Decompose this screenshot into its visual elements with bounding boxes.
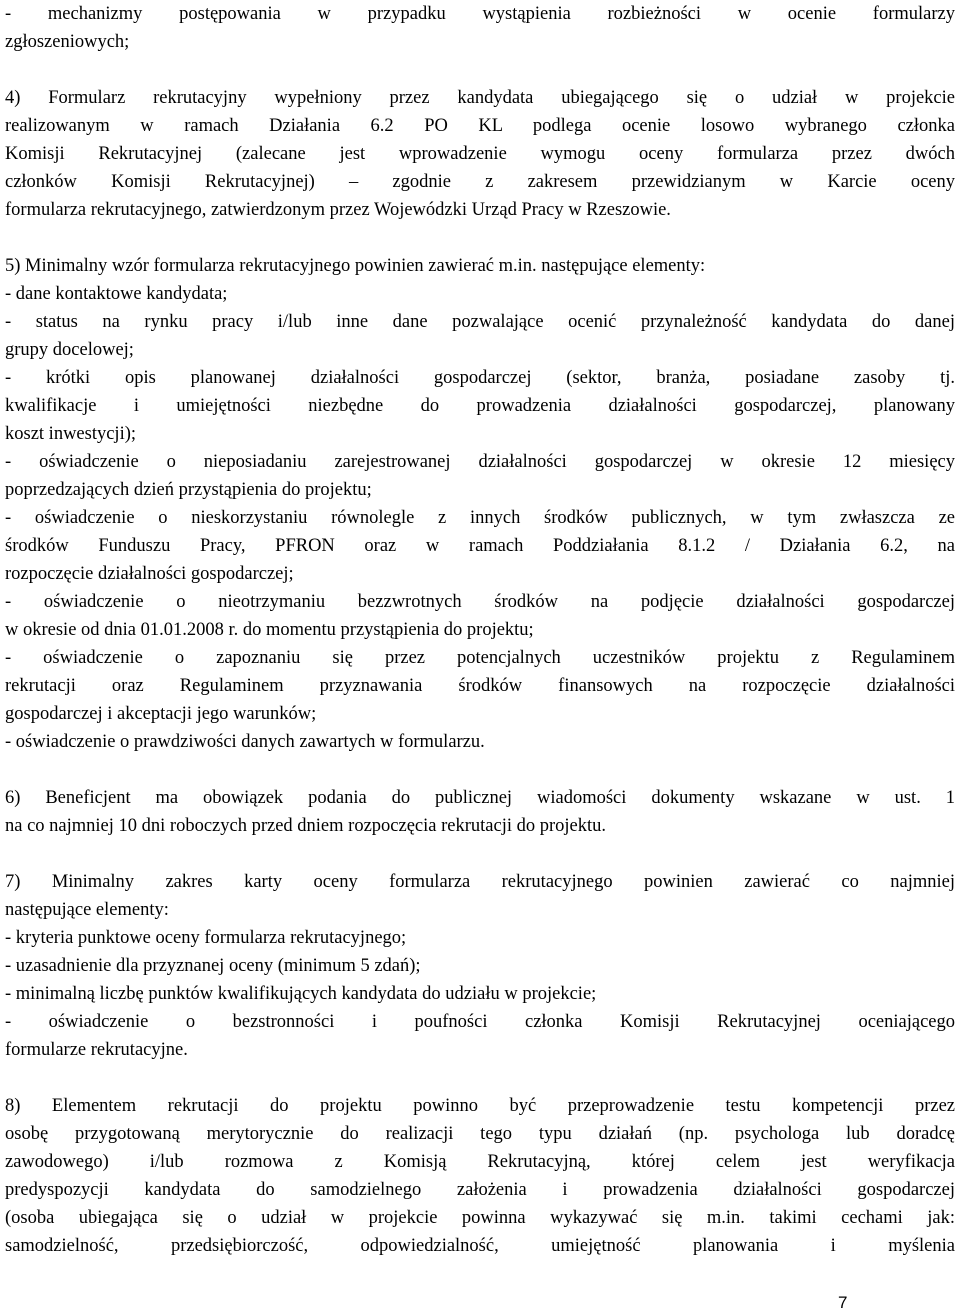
- text-line: realizowanym w ramach Działania 6.2 PO KL podlega ocenie losowo wybranego członka: [5, 116, 955, 136]
- text-line: następujące elementy:: [5, 900, 169, 920]
- text-line: - oświadczenie o bezstronności i poufności członka Komisji Rekrutacyjnej oceniającego: [5, 1012, 955, 1032]
- text-line: kwalifikacje i umiejętności niezbędne do prowadzenia działalności gospodarczej, planowany: [5, 396, 955, 416]
- text-line: poprzedzających dzień przystąpienia do projektu;: [5, 480, 372, 500]
- text-line: - oświadczenie o prawdziwości danych zawartych w formularzu.: [5, 732, 485, 752]
- text-line: na co najmniej 10 dni roboczych przed dniem rozpoczęcia rekrutacji do projektu.: [5, 816, 607, 836]
- paragraph-6: [5, 784, 955, 840]
- text-line: (osoba ubiegająca się o udział w projekcie powinna wykazywać się m.in. takimi cechami jak:: [5, 1208, 955, 1228]
- text-line: członków Komisji Rekrutacyjnej) – zgodnie z zakresem przewidzianym w Karcie oceny: [5, 172, 955, 192]
- text-line: samodzielność, przedsiębiorczość, odpowiedzialność, umiejętność planowania i myślenia: [5, 1236, 955, 1256]
- paragraph-5: [5, 252, 955, 756]
- text-line: koszt inwestycji);: [5, 424, 137, 444]
- text-line: - dane kontaktowe kandydata;: [5, 284, 228, 304]
- text-line: rekrutacji oraz Regulaminem przyznawania środków finansowych na rozpoczęcie działalności: [5, 676, 955, 696]
- text-line: zgłoszeniowych;: [5, 32, 130, 52]
- page-number: 7: [838, 1293, 848, 1312]
- text-line: rozpoczęcie działalności gospodarczej;: [5, 564, 294, 584]
- text-line: - oświadczenie o zapoznaniu się przez potencjalnych uczestników projektu z Regulaminem: [5, 648, 955, 668]
- text-line: Komisji Rekrutacyjnej (zalecane jest wprowadzenie wymogu oceny formularza przez dwóch: [5, 144, 955, 164]
- text-line: 8) Elementem rekrutacji do projektu powinno być przeprowadzenie testu kompetencji przez: [5, 1096, 955, 1116]
- text-line: gospodarczej i akceptacji jego warunków;: [5, 704, 317, 724]
- text-line: 5) Minimalny wzór formularza rekrutacyjnego powinien zawierać m.in. następujące elementy:: [5, 256, 706, 276]
- paragraph-7: [5, 868, 955, 1064]
- text-line: 7) Minimalny zakres karty oceny formularza rekrutacyjnego powinien zawierać co najmniej: [5, 872, 955, 892]
- text-line: formularze rekrutacyjne.: [5, 1040, 188, 1060]
- text-line: - mechanizmy postępowania w przypadku wystąpienia rozbieżności w ocenie formularzy: [5, 4, 955, 24]
- text-line: zawodowego) i/lub rozmowa z Komisją Rekrutacyjną, której celem jest weryfikacja: [5, 1152, 955, 1172]
- text-line: - minimalną liczbę punktów kwalifikujących kandydata do udziału w projekcie;: [5, 984, 597, 1004]
- document-page: [5, 0, 955, 1260]
- text-line: - kryteria punktowe oceny formularza rekrutacyjnego;: [5, 928, 407, 948]
- text-line: - status na rynku pracy i/lub inne dane pozwalające ocenić przynależność kandydata do danej: [5, 312, 955, 332]
- text-line: - krótki opis planowanej działalności gospodarczej (sektor, branża, posiadane zasoby tj.: [5, 368, 955, 388]
- text-line: grupy docelowej;: [5, 340, 134, 360]
- text-line: - uzasadnienie dla przyznanej oceny (minimum 5 zdań);: [5, 956, 421, 976]
- text-line: osobę przygotowaną merytorycznie do realizacji tego typu działań (np. psychologa lub doradcę: [5, 1124, 955, 1144]
- paragraph-8: [5, 1092, 955, 1260]
- text-line: w okresie od dnia 01.01.2008 r. do momentu przystąpienia do projektu;: [5, 620, 534, 640]
- text-line: 6) Beneficjent ma obowiązek podania do publicznej wiadomości dokumenty wskazane w ust. 1: [5, 788, 955, 808]
- text-line: - oświadczenie o nieotrzymaniu bezzwrotnych środków na podjęcie działalności gospodarczej: [5, 592, 955, 612]
- text-line: predyspozycji kandydata do samodzielnego założenia i prowadzenia działalności gospodarczej: [5, 1180, 955, 1200]
- text-line: - oświadczenie o nieposiadaniu zarejestrowanej działalności gospodarczej w okresie 12 miesięcy: [5, 452, 955, 472]
- text-line: formularza rekrutacyjnego, zatwierdzonym przez Wojewódzki Urząd Pracy w Rzeszowie.: [5, 200, 671, 220]
- text-line: środków Funduszu Pracy, PFRON oraz w ramach Poddziałania 8.1.2 / Działania 6.2, na: [5, 536, 955, 556]
- paragraph-4: [5, 84, 955, 224]
- paragraph-intro: [5, 0, 955, 56]
- text-line: 4) Formularz rekrutacyjny wypełniony przez kandydata ubiegającego się o udział w projekcie: [5, 88, 955, 108]
- text-line: - oświadczenie o nieskorzystaniu równolegle z innych środków publicznych, w tym zwłaszcza ze: [5, 508, 955, 528]
